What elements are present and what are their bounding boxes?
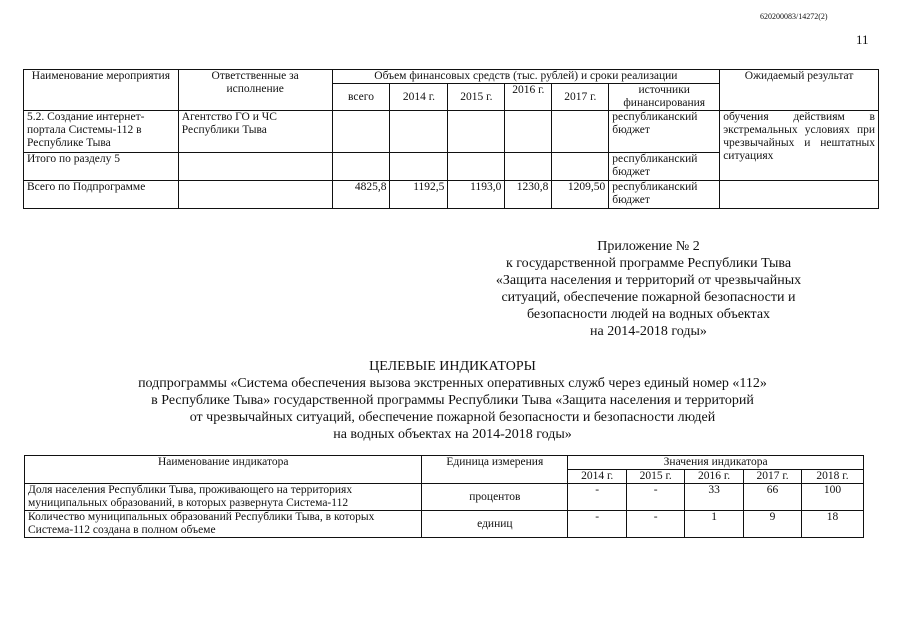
value-2016: 1 bbox=[685, 511, 744, 538]
value-2016: 33 bbox=[685, 484, 744, 511]
indicator-unit: процентов bbox=[422, 484, 568, 511]
appendix-line: безопасности людей на водных объектах bbox=[526, 307, 771, 322]
row-2017 bbox=[552, 111, 609, 153]
row-total bbox=[332, 111, 390, 153]
indicator-unit: единиц bbox=[422, 511, 568, 538]
header-2015: 2015 г. bbox=[627, 470, 685, 484]
indicator-name: Количество муниципальных образований Республики Тыва, в которых Система-112 создана в полном объеме bbox=[25, 511, 422, 538]
value-2015: - bbox=[627, 484, 685, 511]
row-2015 bbox=[448, 111, 505, 153]
table-row bbox=[25, 484, 864, 511]
header-2015: 2015 г. bbox=[448, 84, 505, 111]
expected-result: обучения действиям в экстремальных условиях при чрезвычайных и нештатных ситуациях bbox=[720, 111, 879, 181]
row-2017 bbox=[552, 153, 609, 181]
appendix-line: Приложение № 2 bbox=[597, 239, 700, 254]
row-2016 bbox=[505, 111, 552, 153]
header-2017: 2017 г. bbox=[744, 470, 802, 484]
row-2016 bbox=[505, 153, 552, 181]
row-name: 5.2. Создание интернет-портала Системы-112 в Республике Тыва bbox=[24, 111, 179, 153]
header-responsible: Ответственные за исполнение bbox=[178, 70, 332, 111]
title-line: в Республике Тыва» государственной программы Республики Тыва «Защита населения и территорий bbox=[151, 393, 754, 408]
title-line: подпрограммы «Система обеспечения вызова экстренных оперативных служб через единый номер «112» bbox=[138, 376, 767, 391]
row-2014: 1192,5 bbox=[390, 181, 448, 209]
row-total: 4825,8 bbox=[332, 181, 390, 209]
table-row bbox=[24, 111, 879, 153]
header-total: всего bbox=[332, 84, 390, 111]
value-2018: 100 bbox=[802, 484, 864, 511]
row-source: республиканский бюджет bbox=[609, 181, 720, 209]
header-finance-group: Объем финансовых средств (тыс. рублей) и сроки реализации bbox=[332, 70, 720, 84]
header-2018: 2018 г. bbox=[802, 470, 864, 484]
table-row bbox=[25, 511, 864, 538]
activities-table bbox=[23, 69, 879, 209]
title-block bbox=[0, 358, 905, 443]
title-line: на водных объектах на 2014-2018 годы» bbox=[333, 427, 572, 442]
value-2017: 9 bbox=[744, 511, 802, 538]
value-2018: 18 bbox=[802, 511, 864, 538]
appendix-line: «Защита населения и территорий от чрезвычайных bbox=[495, 273, 802, 288]
row-responsible: Агентство ГО и ЧС Республики Тыва bbox=[178, 111, 332, 153]
row-2014 bbox=[390, 111, 448, 153]
row-source: республиканский бюджет bbox=[609, 153, 720, 181]
header-indicator-name: Наименование индикатора bbox=[25, 456, 422, 484]
header-result: Ожидаемый результат bbox=[720, 70, 879, 111]
header-sources: источники финансирования bbox=[609, 84, 720, 111]
header-name: Наименование мероприятия bbox=[24, 70, 179, 111]
indicator-name: Доля населения Республики Тыва, проживающего на территориях муниципальных образований, в которых развернута Система-112 bbox=[25, 484, 422, 511]
row-2017: 1209,50 bbox=[552, 181, 609, 209]
header-values-group: Значения индикатора bbox=[568, 456, 864, 470]
row-result-empty bbox=[720, 181, 879, 209]
value-2017: 66 bbox=[744, 484, 802, 511]
row-2016: 1230,8 bbox=[505, 181, 552, 209]
appendix-block bbox=[430, 238, 867, 340]
header-2017: 2017 г. bbox=[552, 84, 609, 111]
value-2015: - bbox=[627, 511, 685, 538]
row-source: республиканский бюджет bbox=[609, 111, 720, 153]
row-responsible bbox=[178, 181, 332, 209]
row-name: Всего по Подпрограмме bbox=[24, 181, 179, 209]
header-2016: 2016 г. bbox=[505, 84, 552, 111]
row-2015 bbox=[448, 153, 505, 181]
header-unit: Единица измерения bbox=[422, 456, 568, 484]
document-number: 620200083/14272(2) bbox=[760, 12, 828, 21]
title-line: от чрезвычайных ситуаций, обеспечение пожарной безопасности и безопасности людей bbox=[189, 410, 716, 425]
appendix-line: на 2014-2018 годы» bbox=[590, 324, 707, 339]
value-2014: - bbox=[568, 511, 627, 538]
row-responsible bbox=[178, 153, 332, 181]
row-name: Итого по разделу 5 bbox=[24, 153, 179, 181]
appendix-line: к государственной программе Республики Тыва bbox=[505, 256, 792, 271]
header-2016: 2016 г. bbox=[685, 470, 744, 484]
header-2014: 2014 г. bbox=[568, 470, 627, 484]
table-row bbox=[24, 181, 879, 209]
page-title: ЦЕЛЕВЫЕ ИНДИКАТОРЫ bbox=[369, 359, 536, 374]
page-number: 11 bbox=[856, 32, 869, 47]
row-2014 bbox=[390, 153, 448, 181]
indicators-table bbox=[24, 455, 864, 538]
row-total bbox=[332, 153, 390, 181]
value-2014: - bbox=[568, 484, 627, 511]
row-2015: 1193,0 bbox=[448, 181, 505, 209]
appendix-line: ситуаций, обеспечение пожарной безопасности и bbox=[501, 290, 796, 305]
header-2014: 2014 г. bbox=[390, 84, 448, 111]
